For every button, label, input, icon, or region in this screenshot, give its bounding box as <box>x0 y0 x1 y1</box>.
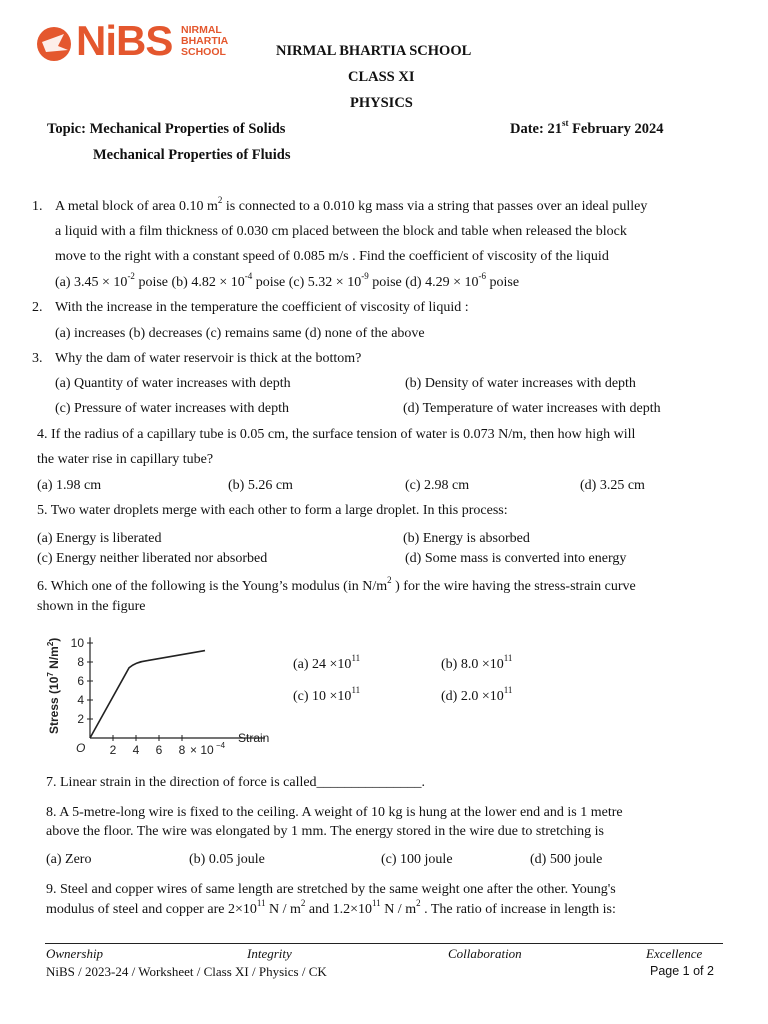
y-tick-label: 4 <box>77 693 84 707</box>
q4-line-2: the water rise in capillary tube? <box>37 452 214 467</box>
footer-value-excellence: Excellence <box>646 946 703 961</box>
date-label: Date: 21st February 2024 <box>510 118 664 137</box>
q8-option-b: (b) 0.05 joule <box>189 852 265 867</box>
q3-option-c: (c) Pressure of water increases with depth <box>55 401 290 416</box>
logo-wordmark: NiBS <box>76 17 173 64</box>
q8-option-c: (c) 100 joule <box>381 852 453 867</box>
logo-subtitle: NIRMAL BHARTIA SCHOOL <box>181 24 229 58</box>
q3-option-d: (d) Temperature of water increases with depth <box>403 401 661 416</box>
q5-text: 5. Two water droplets merge with each other to form a large droplet. In this process: <box>37 503 508 518</box>
x-tick-multiplier: × 10 <box>190 743 214 757</box>
x-axis-label: Strain <box>238 731 270 745</box>
x-tick-label: 6 <box>155 743 163 757</box>
q4-line-1: 4. If the radius of a capillary tube is 0.05 cm, the surface tension of water is 0.073 N/m, then how high will <box>37 427 636 442</box>
subject-label: PHYSICS <box>350 95 413 111</box>
x-tick-exponent: −4 <box>216 741 226 750</box>
q6-line-2: shown in the figure <box>37 599 146 614</box>
q2-number: 2. <box>32 300 43 315</box>
topic-line-2: Mechanical Properties of Fluids <box>93 147 291 163</box>
q4-option-c: (c) 2.98 cm <box>405 478 470 493</box>
q4-option-a: (a) 1.98 cm <box>37 478 102 493</box>
q6-option-c: (c) $10 \times 10^{11}$ <box>293 685 361 704</box>
x-tick-label: 8 <box>178 743 186 757</box>
q6-option-a: (a) $24 \times 10^{11}$ <box>293 653 361 672</box>
q1-number: 1. <box>32 199 43 214</box>
y-tick-label: 6 <box>77 674 84 688</box>
q9-line-2: modulus of steel and copper are $2\times 10^{11}$ N / $m^2$ and $1.2\times 10^{11}$ N / $m^2$ . The ratio of increase in length is: <box>46 898 616 917</box>
q3-option-a: (a) Quantity of water increases with depth <box>55 376 291 391</box>
q4-option-d: (d) 3.25 cm <box>580 478 645 493</box>
q5-option-a: (a) Energy is liberated <box>37 531 162 546</box>
school-logo <box>34 17 244 66</box>
origin-label: O <box>76 741 86 755</box>
footer-value-collaboration: Collaboration <box>448 946 522 961</box>
stress-strain-curve <box>90 651 205 738</box>
q5-option-d: (d) Some mass is converted into energy <box>405 551 627 566</box>
q6-option-d: (d) $2.0 \times 10^{11}$ <box>441 685 513 704</box>
q9-line-1: 9. Steel and copper wires of same length are stretched by the same weight one after the other. Young's <box>46 882 616 897</box>
logo-globe-icon <box>34 24 76 64</box>
q8-line-1: 8. A 5-metre-long wire is fixed to the ceiling. A weight of 10 kg is hung at the lower end and is 1 metre <box>46 805 623 820</box>
q2-text: With the increase in the temperature the coefficient of viscosity of liquid : <box>55 300 469 315</box>
y-tick-label: 10 <box>70 636 84 650</box>
q6-line-1: 6. Which one of the following is the Young’s modulus (in $N/m^2$ ) for the wire having the stress-strain curve <box>37 575 636 594</box>
q6-option-b: (b) $8.0 \times 10^{11}$ <box>441 653 513 672</box>
y-tick-label: 2 <box>77 712 84 726</box>
q3-option-b: (b) Density of water increases with depth <box>405 376 636 391</box>
q3-number: 3. <box>32 351 43 366</box>
class-label: CLASS XI <box>348 69 415 85</box>
q8-option-d: (d) 500 joule <box>530 852 603 867</box>
x-tick-label: 4 <box>132 743 140 757</box>
q3-text: Why the dam of water reservoir is thick at the bottom? <box>55 351 362 366</box>
q4-option-b: (b) 5.26 cm <box>228 478 293 493</box>
q5-option-b: (b) Energy is absorbed <box>403 531 530 546</box>
y-axis-label: Stress ($10^7$ $N/m^2$) <box>46 637 61 734</box>
q1-line-1: A metal block of area 0.10 $m^2$ is connected to a 0.010 kg mass via a string that passes over an ideal pulley <box>55 195 648 214</box>
topic-line-1: Topic: Mechanical Properties of Solids <box>47 121 286 137</box>
q8-line-2: above the floor. The wire was elongated by 1 mm. The energy stored in the wire due to stretching is <box>46 824 604 839</box>
footer-value-integrity: Integrity <box>247 946 292 961</box>
q1-options: (a) $3.45 \times 10^{-2}$ poise (b) $4.82 \times 10^{-4}$ poise (c) $5.32 \times 10^{-9}$ poise (d) $4.29 \times 10^{-6}$ poise <box>55 271 520 290</box>
footer-value-ownership: Ownership <box>46 946 104 961</box>
q5-option-c: (c) Energy neither liberated nor absorbed <box>37 551 268 566</box>
school-name: NIRMAL BHARTIA SCHOOL <box>276 43 472 59</box>
q8-option-a: (a) Zero <box>46 852 92 867</box>
q7-text: 7. Linear strain in the direction of force is called_______________. <box>46 775 426 790</box>
footer-page-number: Page 1 of 2 <box>650 964 714 978</box>
q2-options: (a) increases (b) decreases (c) remains same (d) none of the above <box>55 326 425 341</box>
footer-divider <box>45 943 723 944</box>
y-tick-label: 8 <box>77 655 84 669</box>
x-tick-label: 2 <box>109 743 117 757</box>
stress-strain-graph <box>40 628 280 758</box>
q1-line-2: a liquid with a film thickness of 0.030 cm placed between the block and table when released the block <box>55 224 627 239</box>
footer-doc-code: NiBS / 2023-24 / Worksheet / Class XI / Physics / CK <box>46 964 327 979</box>
q1-line-3: move to the right with a constant speed of 0.085 m/s . Find the coefficient of viscosity of the liquid <box>55 249 609 264</box>
